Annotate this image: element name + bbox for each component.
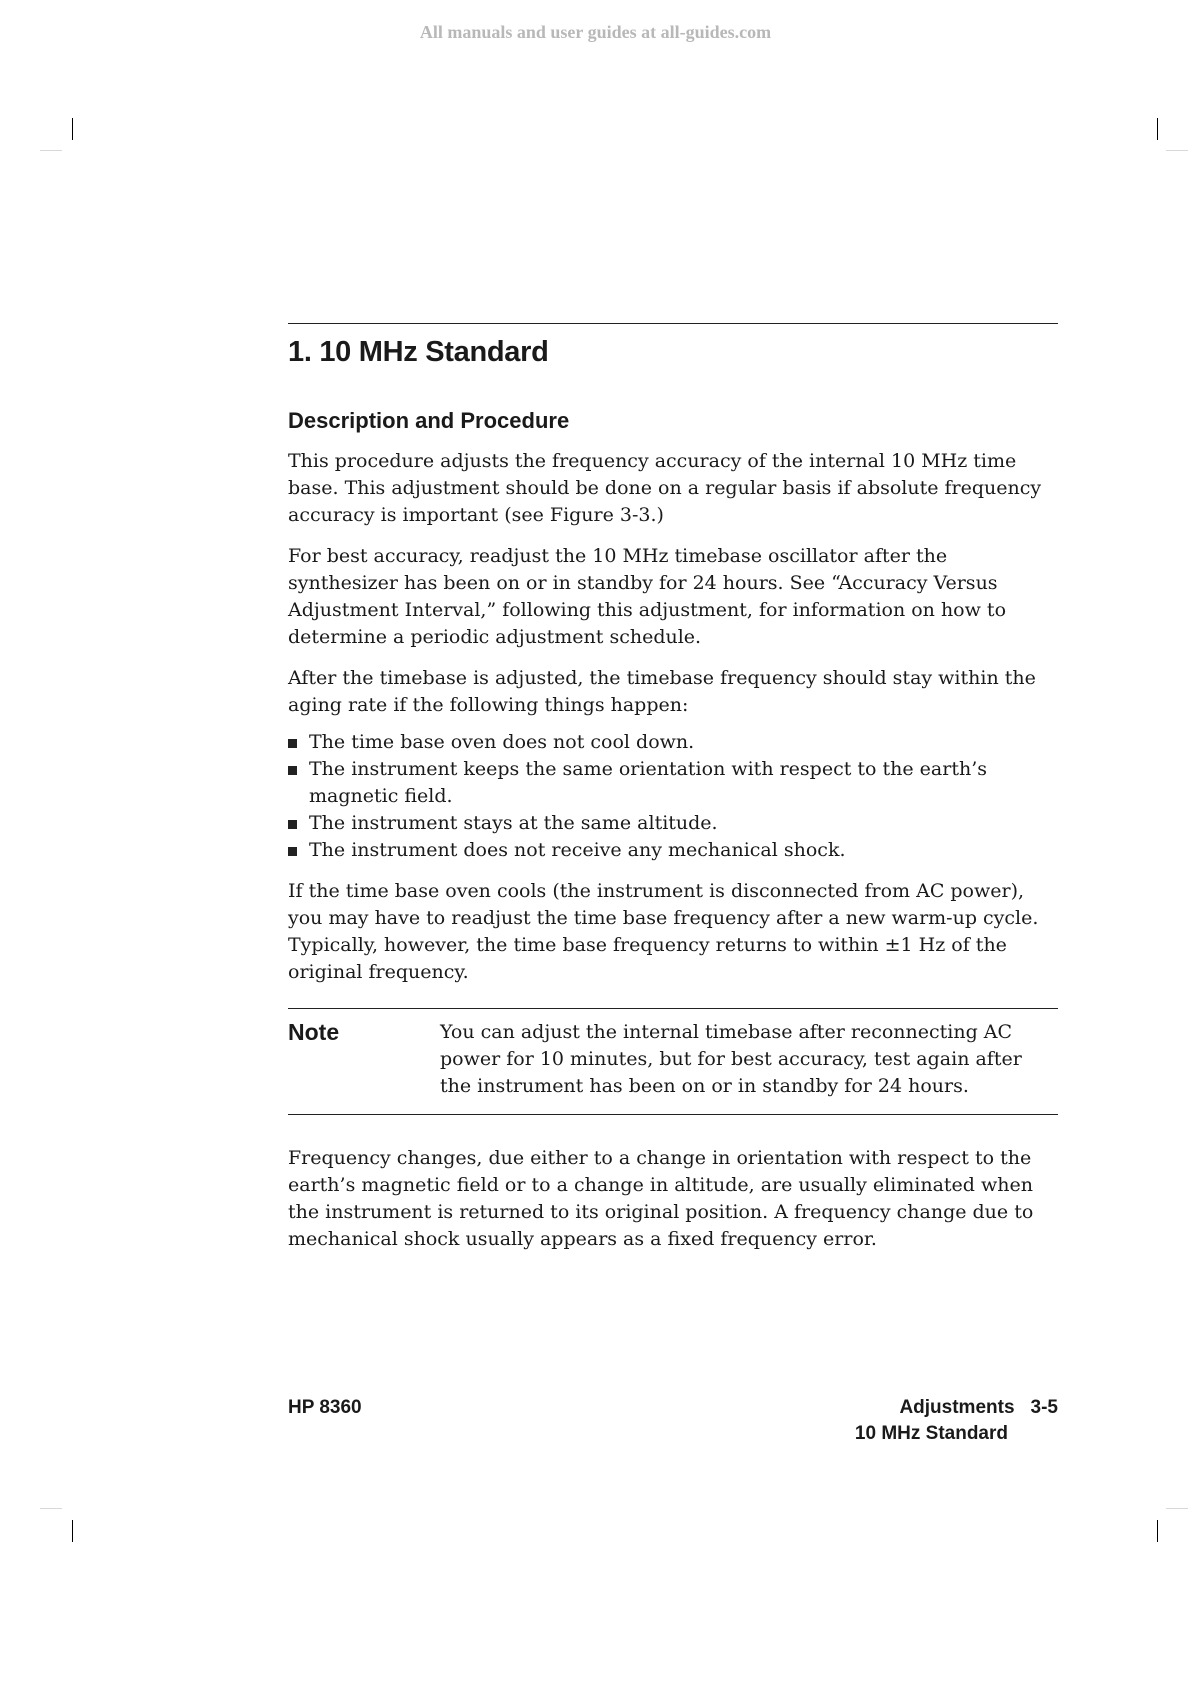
paragraph-freq-changes: Frequency changes, due either to a change in orientation with respect to the earth’s magnetic field or to a change in altitude, are usually eliminated when the instrument is returned to its original position. A frequency change due to mechanical shock usually appears as a fixed frequency error. bbox=[288, 1147, 1034, 1250]
condition-list bbox=[288, 729, 1058, 864]
footer-running-head bbox=[855, 1395, 1058, 1447]
crop-mark bbox=[1166, 1508, 1188, 1509]
crop-mark bbox=[40, 150, 62, 151]
section-rule bbox=[288, 323, 1058, 324]
paragraph-oven-cools: If the time base oven cools (the instrument is disconnected from AC power), you may have to readjust the time base frequency after a new warm-up cycle. Typically, however, the time base frequency returns to within ±1 Hz of the original frequency. bbox=[288, 880, 1039, 983]
note-label: Note bbox=[288, 1019, 340, 1045]
footer-chapter: Adjustments bbox=[899, 1397, 1015, 1418]
note-box bbox=[288, 1008, 1058, 1115]
subsection-title: Description and Procedure bbox=[288, 408, 570, 433]
footer-model: HP 8360 bbox=[288, 1397, 362, 1418]
list-item: The instrument keeps the same orientation with respect to the earth’s magnetic field. bbox=[288, 756, 1058, 810]
paragraph-best-accuracy: For best accuracy, readjust the 10 MHz timebase oscillator after the synthesizer has been on or in standby for 24 hours. See “Accuracy Versus Adjustment Interval,” following this adjustment, for information on how to determine a periodic adjustment schedule. bbox=[288, 545, 1007, 648]
footer-page-number: 3-5 bbox=[1030, 1397, 1058, 1418]
paragraph-intro: This procedure adjusts the frequency accuracy of the internal 10 MHz time base. This adjustment should be done on a regular basis if absolute frequency accuracy is important (see Figure 3-3.) bbox=[288, 450, 1042, 526]
crop-mark bbox=[1166, 150, 1188, 151]
note-text: You can adjust the internal timebase after reconnecting AC power for 10 minutes, but for best accuracy, test again after the instrument has been on or in standby for 24 hours. bbox=[440, 1021, 1022, 1097]
section-title: 1. 10 MHz Standard bbox=[288, 336, 549, 368]
crop-mark bbox=[1157, 1520, 1158, 1542]
crop-mark bbox=[1157, 118, 1158, 140]
crop-mark bbox=[72, 118, 73, 140]
page-content bbox=[288, 323, 1058, 1253]
list-item: The time base oven does not cool down. bbox=[288, 729, 1058, 756]
paragraph-after-adjust: After the timebase is adjusted, the timebase frequency should stay within the aging rate if the following things happen: bbox=[288, 667, 1036, 716]
watermark: All manuals and user guides at all-guides.com bbox=[419, 22, 772, 42]
footer-section: 10 MHz Standard bbox=[854, 1423, 1008, 1444]
list-item: The instrument does not receive any mechanical shock. bbox=[288, 837, 1058, 864]
crop-mark bbox=[40, 1508, 62, 1509]
crop-mark bbox=[72, 1520, 73, 1542]
list-item: The instrument stays at the same altitude. bbox=[288, 810, 1058, 837]
